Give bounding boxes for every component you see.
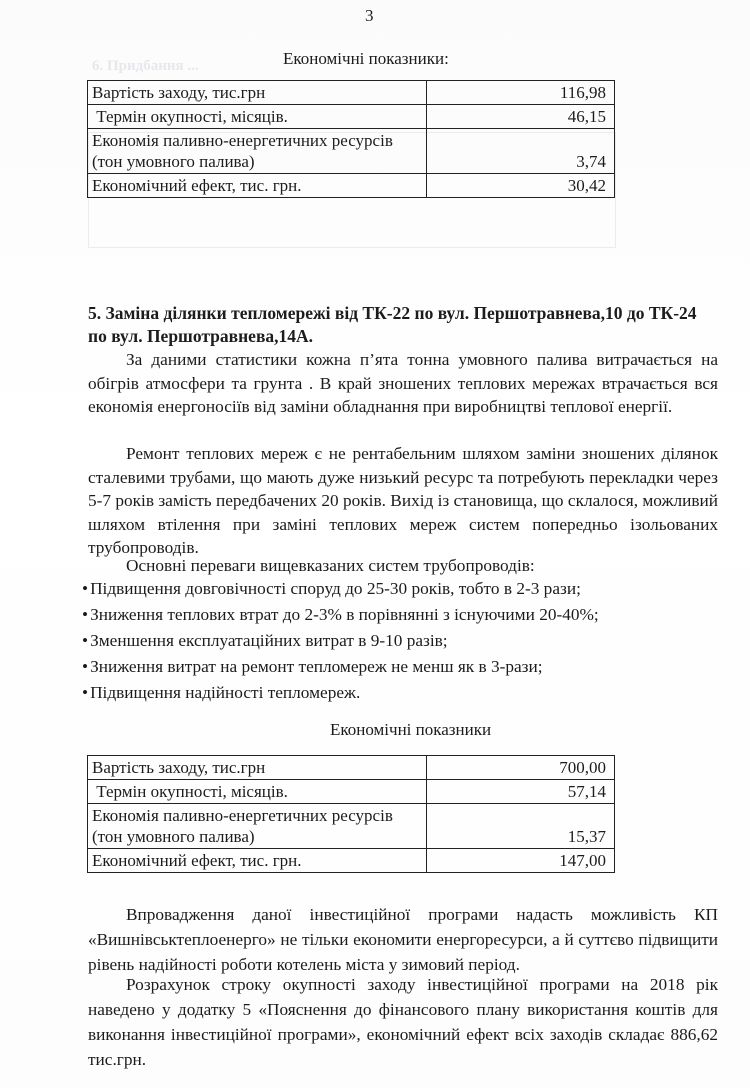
list-item: • Зниження витрат на ремонт тепломереж не менш як в 3-рази; <box>82 654 599 680</box>
advantages-list <box>82 576 599 706</box>
row-label: Економія паливно-енергетичних ресурсів (тон умовного палива) <box>88 129 427 174</box>
list-item: • Зменшення експлуатаційних витрат в 9-10 разів; <box>82 628 599 654</box>
row-value: 15,37 <box>427 804 615 849</box>
table-row <box>88 81 615 105</box>
row-label: Термін окупності, місяців. <box>88 780 427 804</box>
table-row <box>88 129 615 174</box>
page-number: 3 <box>365 6 374 25</box>
row-value: 57,14 <box>427 780 615 804</box>
table-row <box>88 174 615 198</box>
table1-caption: Економічні показники: <box>283 49 449 68</box>
row-value: 46,15 <box>427 105 615 129</box>
economic-indicators-table-1 <box>87 80 615 198</box>
closing-paragraph-2: Розрахунок строку окупності заходу інвестиційної програми на 2018 рік наведено у додатку 5 «Пояснення до фінансового плану використання коштів для виконання інвестиційної програми», економічний ефект всіх заходів складає 886,62 тис.грн. <box>88 975 718 1069</box>
table-row <box>88 780 615 804</box>
section-5-paragraph-2: Ремонт теплових мереж є не рентабельним шляхом заміни зношених ділянок сталевими трубами, що мають дуже низький ресурс та потребують перекладки через 5-7 років замість передбачених 20 років. Вихід із становища, що склалося, можливий шляхом втілення при заміні теплових мереж систем попередньо ізольованих трубопроводів. <box>88 444 718 557</box>
advantages-intro: Основні переваги вищевказаних систем трубопроводів: <box>126 556 535 575</box>
row-label: Вартість заходу, тис.грн <box>88 81 427 105</box>
table-row <box>88 756 615 780</box>
row-value: 3,74 <box>427 129 615 174</box>
row-label: Економічний ефект, тис. грн. <box>88 174 427 198</box>
economic-indicators-table-2 <box>87 755 615 873</box>
list-item: • Підвищення довговічності споруд до 25-30 років, тобто в 2-3 рази; <box>82 576 599 602</box>
table2-caption: Економічні показники <box>330 720 492 739</box>
table-row <box>88 105 615 129</box>
table-row <box>88 849 615 873</box>
row-label: Економічний ефект, тис. грн. <box>88 849 427 873</box>
row-label: Термін окупності, місяців. <box>88 105 427 129</box>
row-label: Вартість заходу, тис.грн <box>88 756 427 780</box>
row-value: 116,98 <box>427 81 615 105</box>
row-value: 30,42 <box>427 174 615 198</box>
row-value: 147,00 <box>427 849 615 873</box>
closing-paragraph-1: Впровадження даної інвестиційної програми надасть можливість КП «Вишнівськтеплоенерго» не тільки економити енергоресурси, а й суттєво підвищити рівень надійності роботи котелень міста у зимовий період. <box>88 905 718 974</box>
section-5-paragraph-1: За даними статистики кожна п’ята тонна умовного палива витрачається на обігрів атмосфери та грунта . В край зношених теплових мережах втрачається вся економія енергоносіїв від заміни обладнання при виробництві теплової енергії. <box>88 350 718 416</box>
list-item: • Зниження теплових втрат до 2-3% в порівнянні з існуючими 20-40%; <box>82 602 599 628</box>
row-label: Економія паливно-енергетичних ресурсів (тон умовного палива) <box>88 804 427 849</box>
table-row <box>88 804 615 849</box>
row-value: 700,00 <box>427 756 615 780</box>
list-item: • Підвищення надійності тепломереж. <box>82 680 599 706</box>
section-5-heading: 5. Заміна ділянки тепломережі від ТК-22 по вул. Першотравнева,10 до ТК-24 по вул. Першотравнева,14А. <box>88 303 697 346</box>
bleed-through-text: 6. Придбання ... <box>92 58 199 74</box>
